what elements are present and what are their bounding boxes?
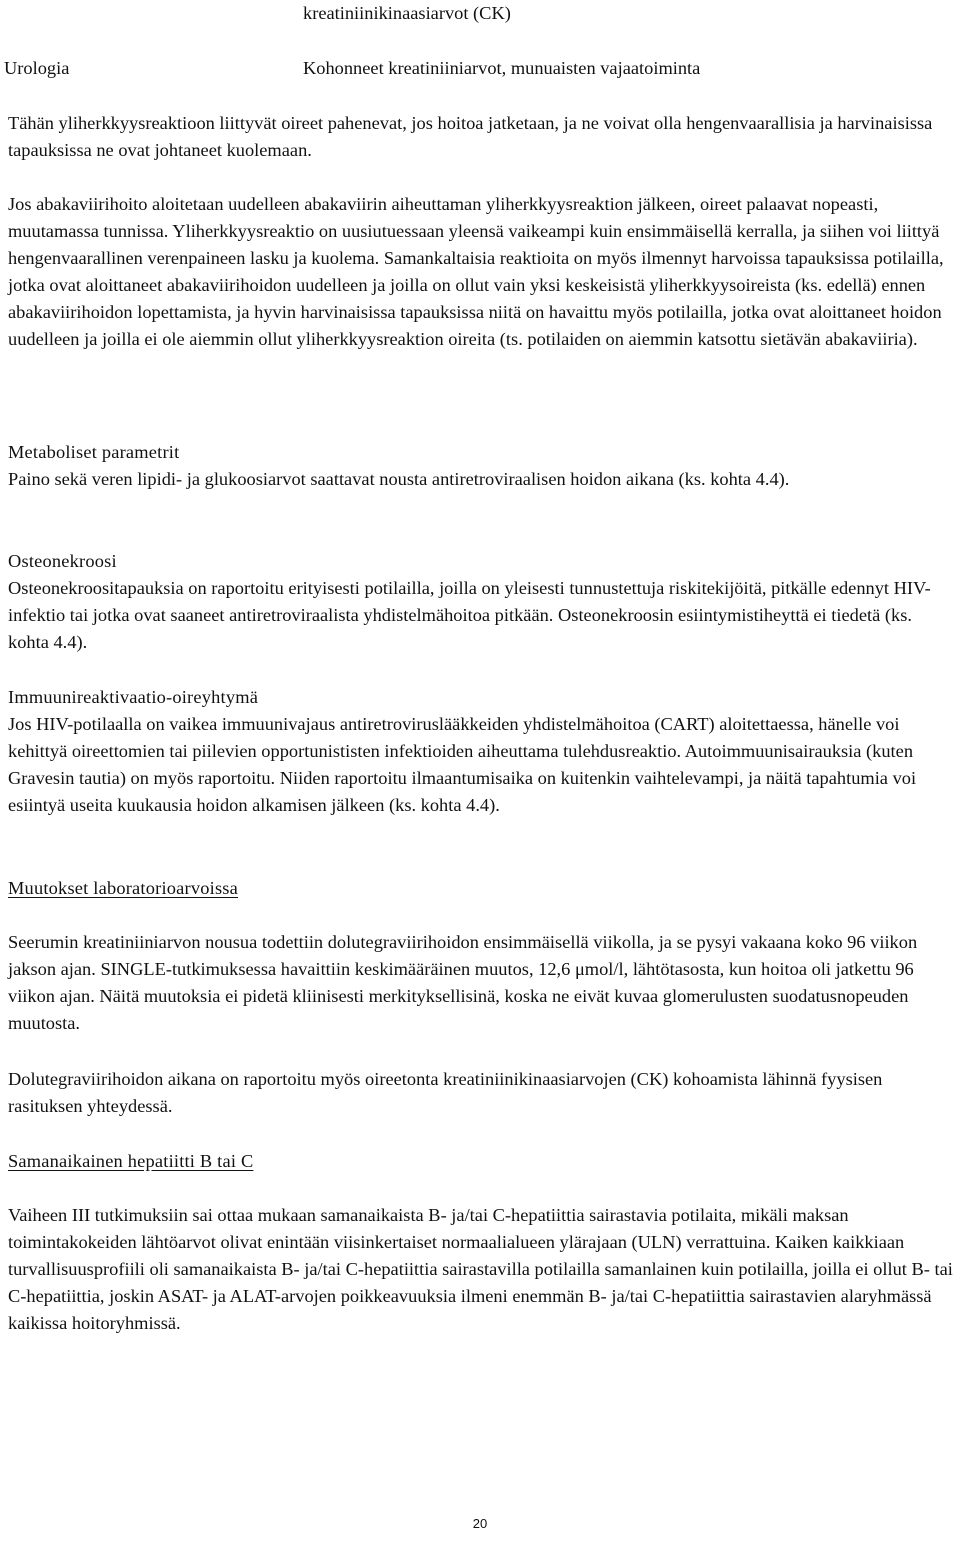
- paragraph-hypersensitivity-2: Jos abakaviirihoito aloitetaan uudelleen abakaviirin aiheuttaman yliherkkyysreaktion jälkeen, oireet palaavat nopeasti, muutamassa tunnissa. Yliherkkyysreaktio on uusiutuessaan yleensä vaikeampi kuin ensimmäisellä kerralla, ja siihen voi liittyä hengenvaarallinen verenpaineen lasku ja kuolema. Samankaltaisia reaktioita on myös ilmennyt harvoissa tapauksissa potilailla, jotka ovat aloittaneet abakaviirihoidon uudelleen ja joilla on ollut vain yksi keskeisistä yliherkkyysoireista (ks. edellä) ennen abakaviirihoidon lopettamista, ja hyvin harvinaisissa tapauksissa niitä on havaittu myös potilailla, jotka ovat aloittaneet hoidon uudelleen ja joilla ei ole aiemmin ollut yliherkkyysreaktion oireita (ts. potilaiden on aiemmin katsottu sietävän abakaviiria).: [8, 194, 944, 349]
- section-text-metabolic: Paino sekä veren lipidi- ja glukoosiarvot saattavat nousta antiretroviraalisen hoidon aikana (ks. kohta 4.4).: [8, 469, 790, 489]
- section-heading-immune: Immuunireaktivaatio-oireyhtymä: [8, 687, 259, 707]
- section-heading-hepatitis: Samanaikainen hepatiitti B tai C: [8, 1151, 254, 1171]
- paragraph-hypersensitivity-1: Tähän yliherkkyysreaktioon liittyvät oireet pahenevat, jos hoitoa jatketaan, ja ne voivat olla hengenvaarallisia ja harvinaisissa tapauksissa ne ovat johtaneet kuolemaan.: [8, 113, 933, 160]
- section-heading-osteonecrosis: Osteonekroosi: [8, 551, 117, 571]
- section-text-hepatitis: Vaiheen III tutkimuksiin sai ottaa mukaan samanaikaista B- ja/tai C-hepatiittia sairastavia potilaita, mikäli maksan toimintakokeiden lähtöarvot olivat enintään viisinkertaiset normaalialueen ylärajaan (ULN) verrattuina. Kaiken kaikkiaan turvallisuusprofiili oli samanaikaista B- ja/tai C-hepatiittia sairastavilla potilailla samanlainen kuin potilailla, joilla ei ollut B- tai C-hepatiittia, joskin ASAT- ja ALAT-arvojen poikkeavuuksia ilmeni enemmän B- ja/tai C-hepatiittia sairastavien alaryhmässä kaikissa hoitoryhmissä.: [8, 1205, 953, 1333]
- table-cell-urologia: Urologia: [4, 58, 70, 78]
- section-text-lab-1: Seerumin kreatiniiniarvon nousua todettiin dolutegraviirihoidon ensimmäisellä viikolla, ja se pysyi vakaana koko 96 viikon jakson ajan. SINGLE-tutkimuksessa havaittiin keskimääräinen muutos, 12,6 μmol/l, lähtötasosta, kun hoitoa oli jatkettu 96 viikon ajan. Näitä muutoksia ei pidetä kliinisesti merkityksellisinä, koska ne eivät kuvaa glomerulusten suodatusnopeuden muutosta.: [8, 932, 918, 1033]
- section-heading-metabolic: Metaboliset parametrit: [8, 442, 180, 462]
- table-cell-ck: kreatiniinikinaasiarvot (CK): [303, 3, 511, 23]
- section-text-immune: Jos HIV-potilaalla on vaikea immuunivajaus antiretroviruslääkkeiden yhdistelmähoitoa (CART) aloitettaessa, hänelle voi kehittyä oireettomien tai piilevien opportunististen infektioiden aiheuttama tulehdusreaktio. Autoimmuunisairauksia (kuten Gravesin tautia) on myös raportoitu. Niiden raportoitu ilmaantumisaika on kuitenkin vaihtelevampi, ja näitä tapahtumia voi esiintyä useita kuukausia hoidon alkamisen jälkeen (ks. kohta 4.4).: [8, 714, 917, 815]
- section-text-osteonecrosis: Osteonekroositapauksia on raportoitu erityisesti potilailla, joilla on yleisesti tunnustettuja riskitekijöitä, pitkälle edennyt HIV-infektio tai jotka ovat saaneet antiretroviraalista yhdistelmähoitoa pitkään. Osteonekroosin esiintymistiheyttä ei tiedetä (ks. kohta 4.4).: [8, 578, 931, 652]
- table-cell-creatinine: Kohonneet kreatiniiniarvot, munuaisten vajaatoiminta: [303, 58, 701, 78]
- section-text-lab-2: Dolutegraviirihoidon aikana on raportoitu myös oireetonta kreatiniinikinaasiarvojen (CK) kohoamista lähinnä fyysisen rasituksen yhteydessä.: [8, 1069, 883, 1116]
- page-number: 20: [472, 1516, 488, 1531]
- section-heading-lab: Muutokset laboratorioarvoissa: [8, 878, 239, 898]
